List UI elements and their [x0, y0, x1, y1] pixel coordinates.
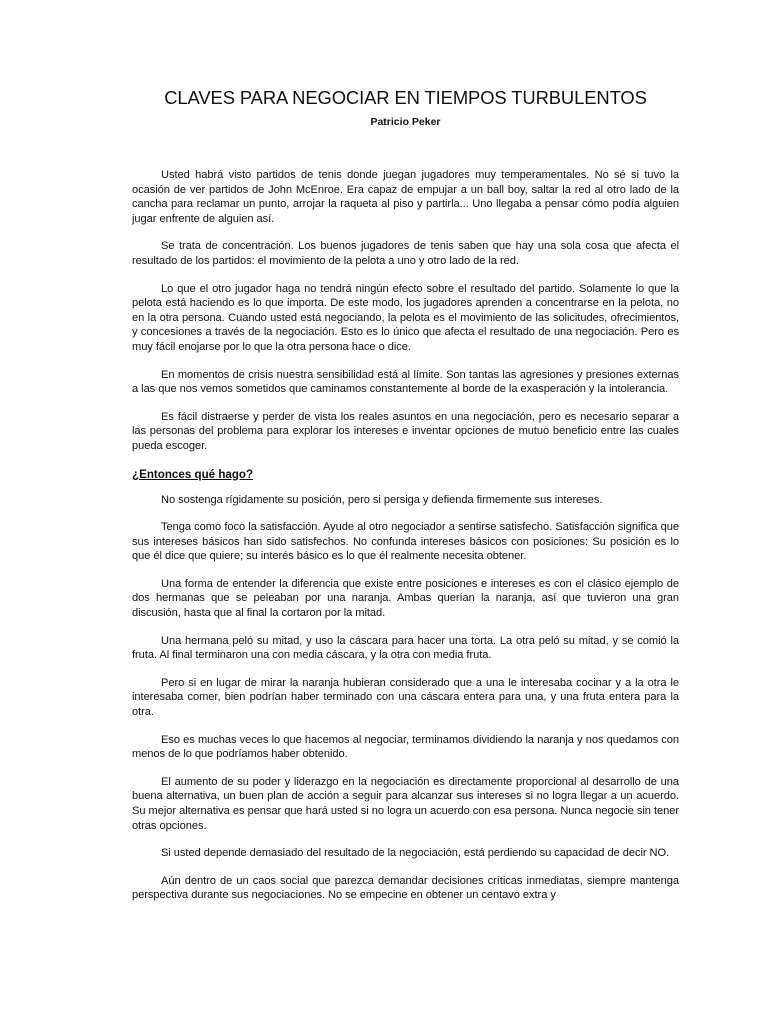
- document-page: [132, 86, 679, 916]
- paragraph: Una forma de entender la diferencia que existe entre posiciones e intereses es con el clásico ejemplo de dos hermanas que se peleaban por una naranja. Ambas querían la naranja, así que tuvieron una gran discusión, hasta que al final la cortaron por la mitad.: [132, 577, 679, 620]
- paragraph: Eso es muchas veces lo que hacemos al negociar, terminamos dividiendo la naranja y nos quedamos con menos de lo que podríamos haber obtenido.: [132, 733, 679, 761]
- paragraph: No sostenga rígidamente su posición, pero si persiga y defienda firmemente sus intereses.: [161, 493, 603, 506]
- paragraph: Pero si en lugar de mirar la naranja hubieran considerado que a una le interesaba cocinar y a la otra le interesaba comer, bien podrían haber terminado con una cáscara entera para una, y una fruta entera para la otra.: [132, 676, 679, 719]
- paragraph: Tenga como foco la satisfacción. Ayude al otro negociador a sentirse satisfecho. Satisfacción significa que sus intereses básicos han sido satisfechos. No confunda intereses básicos con posiciones: Su posición es lo que él dice que quiere; su interés básico es lo que él realmente necesita obtener.: [132, 521, 679, 563]
- paragraph: Se trata de concentración. Los buenos jugadores de tenis saben que hay una sola cosa que afecta el resultado de los partidos: el movimiento de la pelota a uno y otro lado de la red.: [132, 240, 679, 267]
- paragraph: Lo que el otro jugador haga no tendrá ningún efecto sobre el resultado del partido. Solamente lo que la pelota está haciendo es lo que importa. De este modo, los jugadores aprenden a concentrarse en la pelota, no en la otra persona. Cuando usted está negociando, la pelota es el movimiento de las solicitudes, ofrecimientos, y concesiones a través de la negociación. Esto es lo único que afecta el resultado de una negociación. Pero es muy fácil enojarse por lo que la otra persona hace o dice.: [132, 282, 679, 353]
- paragraph: En momentos de crisis nuestra sensibilidad está al límite. Son tantas las agresiones y presiones externas a las que nos vemos sometidos que caminamos constantemente al borde de la exasperación y la intolerancia.: [132, 368, 679, 396]
- paragraph: Si usted depende demasiado del resultado de la negociación, está perdiendo su capacidad de decir NO.: [161, 847, 670, 860]
- document-author: Patricio Peker: [370, 116, 441, 128]
- paragraph: Es fácil distraerse y perder de vista los reales asuntos en una negociación, pero es necesario separar a las personas del problema para explorar los intereses e inventar opciones de mutuo beneficio entre las cuales pueda escoger.: [132, 410, 679, 452]
- document-body: [132, 168, 679, 903]
- paragraph: Aún dentro de un caos social que parezca demandar decisiones críticas inmediatas, siempre mantenga perspectiva durante sus negociaciones. No se empecine en obtener un centavo extra y: [132, 874, 679, 902]
- section-heading: ¿Entonces qué hago?: [132, 467, 254, 481]
- paragraph: Una hermana peló su mitad, y uso la cáscara para hacer una torta. La otra peló su mitad, y se comió la fruta. Al final terminaron una con media cáscara, y la otra con media fruta.: [132, 634, 679, 662]
- paragraph: Usted habrá visto partidos de tenis donde juegan jugadores muy temperamentales. No sé si tuvo la ocasión de ver partidos de John McEnroe. Era capaz de empujar a un ball boy, saltar la red al otro lado de la cancha para reclamar un punto, arrojar la raqueta al piso y partirla... Uno llegaba a pensar cómo podía alguien jugar enfrente de alguien así.: [132, 169, 679, 225]
- paragraph: El aumento de su poder y liderazgo en la negociación es directamente proporcional al desarrollo de una buena alternativa, un buen plan de acción a seguir para alcanzar sus intereses si no logra llegar a un acuerdo. Su mejor alternativa es pensar que hará usted si no logra un acuerdo con esa persona. Nunca negocie sin tener otras opciones.: [132, 775, 679, 832]
- document-title: CLAVES PARA NEGOCIAR EN TIEMPOS TURBULENTOS: [164, 87, 647, 108]
